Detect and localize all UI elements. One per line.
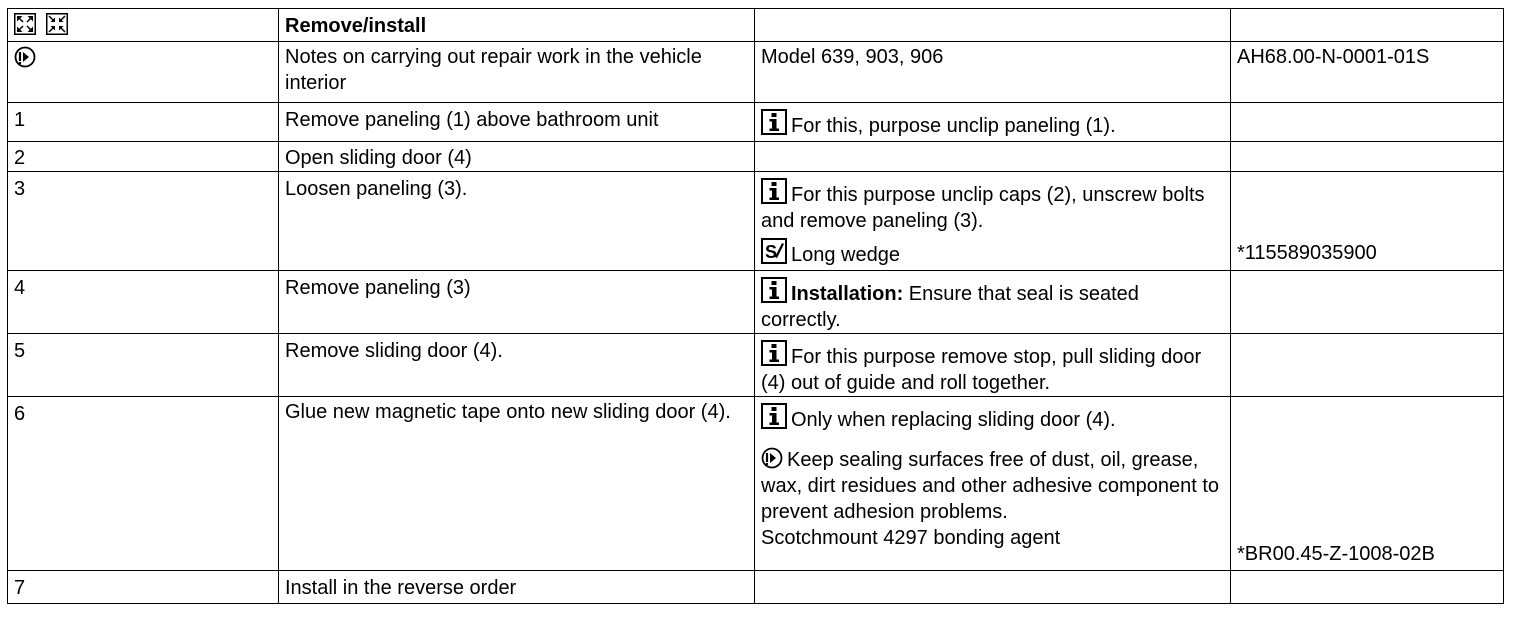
notes-row [8,42,1504,103]
table-row [8,142,1504,172]
step-info: For this purpose unclip caps (2), unscrew bolts and remove paneling (3). [761,184,1205,232]
header-empty-cell-3 [755,9,1231,42]
step-number-cell [8,172,279,271]
step-number-cell [8,571,279,604]
header-empty-cell-4 [1231,9,1504,42]
tool-name: Long wedge [791,244,900,266]
collapse-icon[interactable] [46,13,68,35]
step-number: 5 [14,340,26,362]
step-action: Remove paneling (1) above bathroom unit [285,109,659,131]
step-action: Loosen paneling (3). [285,178,468,200]
special-tool-icon [761,238,787,264]
step-action-cell [279,397,755,571]
tool-number-link[interactable]: *115589035900 [1237,242,1377,264]
expand-icon[interactable] [14,13,36,35]
step-info-cell [755,103,1231,142]
step-ref-cell [1231,571,1504,604]
step-number-cell [8,271,279,334]
step-info-cell [755,271,1231,334]
step-info-cell [755,142,1231,172]
notes-text-cell [279,42,755,103]
step-number: 1 [14,109,26,131]
step-action: Remove sliding door (4). [285,340,503,362]
step-action-cell [279,103,755,142]
model-text: Model 639, 903, 906 [761,46,944,68]
step-action: Glue new magnetic tape onto new sliding door (4). [285,401,731,423]
table-row [8,334,1504,397]
step-action-cell [279,172,755,271]
table-row [8,172,1504,271]
step-info-cell [755,571,1231,604]
notes-reference-cell [1231,42,1504,103]
step-ref-cell [1231,142,1504,172]
step-number: 6 [14,403,26,425]
reference-link[interactable]: AH68.00-N-0001-01S [1237,46,1430,68]
step-info: For this, purpose unclip paneling (1). [791,115,1116,137]
table-row [8,271,1504,334]
table-row [8,571,1504,604]
table-row [8,103,1504,142]
step-info: For this purpose remove stop, pull sliding door (4) out of guide and roll together. [761,346,1202,394]
step-number: 2 [14,147,26,169]
step-ref-cell [1231,397,1504,571]
step-info-cell [755,334,1231,397]
step-number: 4 [14,277,26,299]
step-ref-cell [1231,271,1504,334]
step-info: Ensure that seal is seated correctly. [761,283,1139,331]
step-ref-cell [1231,172,1504,271]
info-icon [761,277,787,303]
step-action: Install in the reverse order [285,577,517,599]
header-icons-cell [8,9,279,42]
bonding-agent: Scotchmount 4297 bonding agent [761,527,1061,549]
info-icon [761,340,787,366]
step-number-cell [8,103,279,142]
caution-icon [761,447,783,469]
notes-text: Notes on carrying out repair work in the vehicle interior [285,46,702,94]
step-ref-cell [1231,334,1504,397]
caution-note: Keep sealing surfaces free of dust, oil, grease, wax, dirt residues and other adhesive component to prevent adhesion problems. [761,449,1220,523]
step-action-cell [279,571,755,604]
svg-text:S: S [765,242,778,262]
step-number: 3 [14,178,26,200]
step-info-cell [755,172,1231,271]
step-action: Remove paneling (3) [285,277,471,299]
step-action-cell [279,271,755,334]
notes-icon-cell [8,42,279,103]
step-action-cell [279,142,755,172]
table-row [8,397,1504,571]
procedure-table [7,8,1504,604]
header-title-cell [279,9,755,42]
info-icon [761,178,787,204]
step-number-cell [8,334,279,397]
header-row [8,9,1504,42]
agent-number-link[interactable]: *BR00.45-Z-1008-02B [1237,543,1435,565]
step-action: Open sliding door (4) [285,147,472,169]
step-number: 7 [14,577,26,599]
step-ref-cell [1231,103,1504,142]
caution-icon [14,46,36,68]
info-icon [761,109,787,135]
installation-label: Installation: [791,283,904,305]
step-number-cell [8,142,279,172]
step-action-cell [279,334,755,397]
info-icon [761,403,787,429]
step-number-cell [8,397,279,571]
step-info-cell [755,397,1231,571]
step-info: Only when replacing sliding door (4). [791,409,1116,431]
page-title: Remove/install [285,15,427,37]
notes-model-cell [755,42,1231,103]
